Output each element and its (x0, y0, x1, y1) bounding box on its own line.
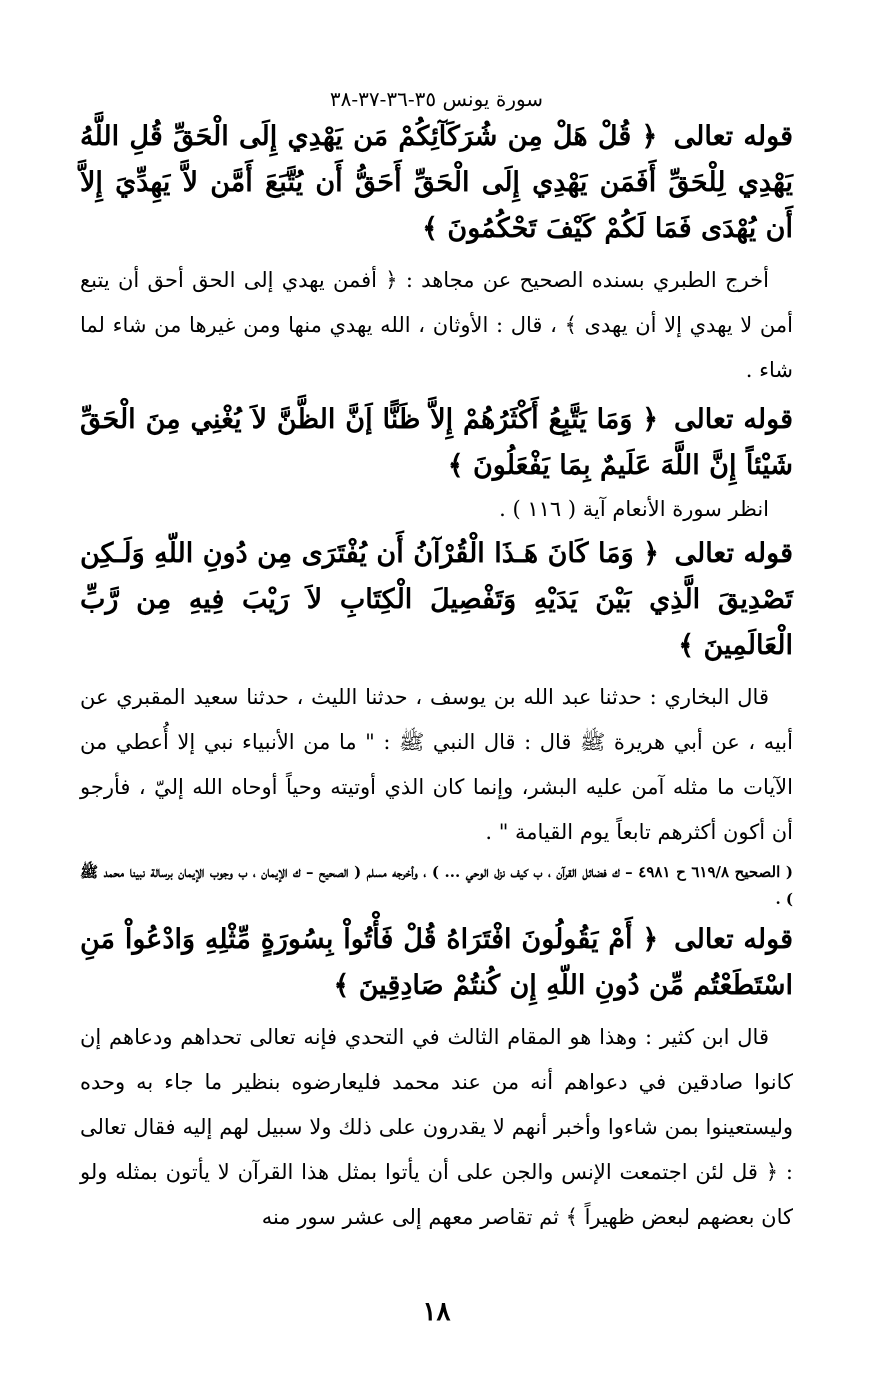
verse-heading (80, 397, 793, 489)
commentary-paragraph: أخرج الطبري بسنده الصحيح عن مجاهد : ﴿ أفمن يهدي إلى الحق أحق أن يتبع أمن لا يهدي إلا أن يهدى ﴾ ، قال : الأوثان ، الله يهدي منها ومن غيرها من شاء لما شاء . (80, 268, 793, 382)
commentary-paragraph: قال ابن كثير : وهذا هو المقام الثالث في التحدي فإنه تعالى تحداهم ودعاهم إن كانوا صادقين في دعواهم أنه من عند محمد فليعارضوه بنظير ما جاء به وحده وليستعينوا بمن شاءوا وأخبر أنهم لا يقدرون على ذلك ولا سبيل لهم إليه فقال تعالى : ﴿ قل لئن اجتمعت الإنس والجن على أن يأتوا بمثل هذا القرآن لا يأتون بمثله ولو كان بعضهم لبعض ظهيراً ﴾ ثم تقاصر معهم إلى عشر سور منه (80, 1025, 793, 1229)
verse-lead: قوله تعالى (674, 538, 793, 569)
verse-text: ﴿ قُلْ هَلْ مِن شُرَكَآئِكُمْ مَن يَهْدِي إِلَى الْحَقِّ قُلِ اللَّهُ يَهْدِي لِلْحَقِّ أَفَمَن يَهْدِي إِلَى الْحَقِّ أَحَقُّ أَن يُتَّبَعَ أَمَّن لاَّ يَهِدِّيَ إِلاَّ أَن يُهْدَى فَمَا لَكُمْ كَيْفَ تَحْكُمُونَ ﴾ (80, 121, 793, 244)
citation-note: ( الصحيح ٦١٩/٨ ح ٤٩٨١ – ك فضائل القرآن ، ب كيف نزل الوحي ... ) ، وأخرجه مسلم ( الصحيح – ك الإيمان ، ب وجوب الإيمان برسالة نبينا محمد ﷺ ) . (80, 863, 793, 908)
verse-heading (80, 917, 793, 1009)
section-2 (80, 397, 793, 529)
section-1 (80, 114, 793, 393)
verse-text: ﴿ أَمْ يَقُولُونَ افْتَرَاهُ قُلْ فَأْتُواْ بِسُورَةٍ مِّثْلِهِ وَادْعُواْ مَنِ اسْتَطَعْتُم مِّن دُونِ اللّهِ إِن كُنتُمْ صَادِقِينَ ﴾ (80, 924, 793, 1001)
verse-heading (80, 531, 793, 669)
page-number: ١٨ (422, 1297, 451, 1327)
verse-text: ﴿ وَمَا يَتَّبِعُ أَكْثَرُهُمْ إِلاَّ ظَنًّا إَنَّ الظَّنَّ لاَ يُغْنِي مِنَ الْحَقِّ شَيْئاً إِنَّ اللَّهَ عَلَيمٌ بِمَا يَفْعَلُونَ ﴾ (80, 404, 793, 481)
section-3 (80, 531, 793, 913)
verse-lead: قوله تعالى (673, 121, 793, 152)
verse-lead: قوله تعالى (674, 404, 793, 435)
commentary-paragraph: انظر سورة الأنعام آية ( ١١٦ ) . (499, 497, 769, 521)
verse-text: ﴿ وَمَا كَانَ هَـذَا الْقُرْآنُ أَن يُفْتَرَى مِن دُونِ اللّهِ وَلَـكِن تَصْدِيقَ الَّذِي بَيْنَ يَدَيْهِ وَتَفْصِيلَ الْكِتَابِ لاَ رَيْبَ فِيهِ مِن رَّبِّ الْعَالَمِينَ ﴾ (80, 538, 793, 661)
page-header: سورة يونس ٣٥-٣٦-٣٧-٣٨ (329, 87, 544, 111)
section-4 (80, 917, 793, 1240)
verse-lead: قوله تعالى (674, 924, 793, 955)
verse-heading (80, 114, 793, 252)
commentary-paragraph: قال البخاري : حدثنا عبد الله بن يوسف ، حدثنا الليث ، حدثنا سعيد المقبري عن أبيه ، عن أبي هريرة ﷺ قال : قال النبي ﷺ : " ما من الأنبياء نبي إلا أُعطي من الآيات ما مثله آمن عليه البشر، وإنما كان الذي أوتيته وحياً أوحاه الله إليّ ، فأرجو أن أكون أكثرهم تابعاً يوم القيامة " . (80, 685, 793, 844)
